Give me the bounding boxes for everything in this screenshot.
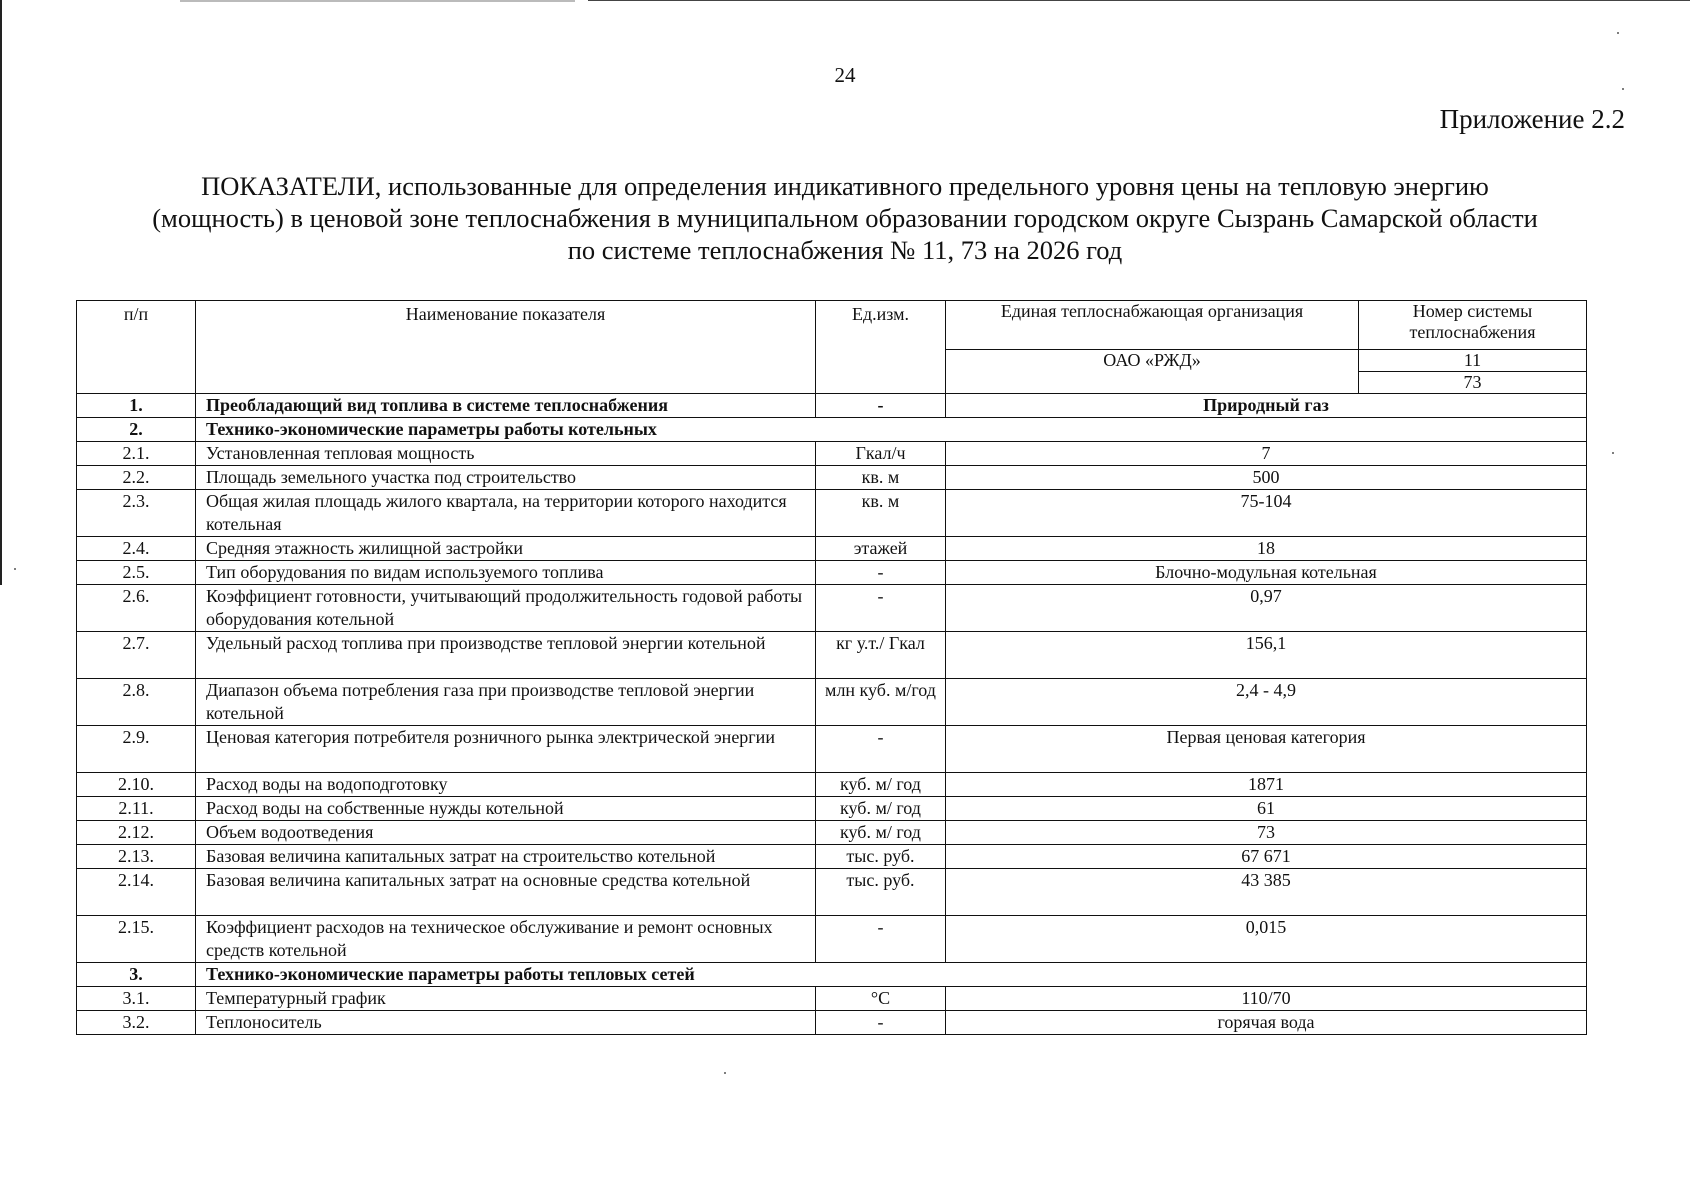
row-name: Диапазон объема потребления газа при производстве тепловой энергии котельной bbox=[196, 679, 816, 726]
row-value: 0,015 bbox=[946, 916, 1587, 963]
row-name: Площадь земельного участка под строительство bbox=[196, 466, 816, 490]
table-row bbox=[77, 773, 1587, 797]
table-row bbox=[77, 726, 1587, 773]
table-row bbox=[77, 561, 1587, 585]
row-name: Технико-экономические параметры работы тепловых сетей bbox=[196, 963, 1587, 987]
row-name: Объем водоотведения bbox=[196, 821, 816, 845]
table-row bbox=[77, 679, 1587, 726]
row-name: Технико-экономические параметры работы котельных bbox=[196, 418, 1587, 442]
table-row bbox=[77, 537, 1587, 561]
scan-artifact-top bbox=[180, 0, 575, 2]
row-name: Общая жилая площадь жилого квартала, на территории которого находится котельная bbox=[196, 490, 816, 537]
row-num: 2.15. bbox=[77, 916, 196, 963]
scan-speck bbox=[724, 1072, 726, 1074]
header-name: Наименование показателя bbox=[196, 301, 816, 394]
row-value: 43 385 bbox=[946, 869, 1587, 916]
header-org: Единая теплоснабжающая организация bbox=[946, 301, 1359, 350]
row-value: 500 bbox=[946, 466, 1587, 490]
scan-speck bbox=[14, 568, 16, 570]
row-num: 2.5. bbox=[77, 561, 196, 585]
row-name: Преобладающий вид топлива в системе теплоснабжения bbox=[196, 394, 816, 418]
row-unit: млн куб. м/год bbox=[816, 679, 946, 726]
row-num: 3.1. bbox=[77, 987, 196, 1011]
org-name: ОАО «РЖД» bbox=[946, 350, 1359, 394]
row-name: Удельный расход топлива при производстве тепловой энергии котельной bbox=[196, 632, 816, 679]
row-value: 18 bbox=[946, 537, 1587, 561]
title-line: по системе теплоснабжения № 11, 73 на 2026 год bbox=[567, 235, 1123, 265]
table-row bbox=[77, 869, 1587, 916]
row-name: Ценовая категория потребителя розничного рынка электрической энергии bbox=[196, 726, 816, 773]
row-unit: - bbox=[816, 394, 946, 418]
row-name: Температурный график bbox=[196, 987, 816, 1011]
scan-rule-top bbox=[588, 0, 1690, 1]
row-unit: - bbox=[816, 561, 946, 585]
table-row bbox=[77, 821, 1587, 845]
row-unit: тыс. руб. bbox=[816, 869, 946, 916]
row-unit: °С bbox=[816, 987, 946, 1011]
table-row bbox=[77, 1011, 1587, 1035]
title-line: ПОКАЗАТЕЛИ, использованные для определения индикативного предельного уровня цены на тепловую энергию bbox=[201, 171, 1489, 201]
row-name: Средняя этажность жилищной застройки bbox=[196, 537, 816, 561]
row-value: 67 671 bbox=[946, 845, 1587, 869]
row-num: 1. bbox=[77, 394, 196, 418]
row-num: 2.1. bbox=[77, 442, 196, 466]
table-row bbox=[77, 987, 1587, 1011]
row-num: 2.4. bbox=[77, 537, 196, 561]
row-num: 2.6. bbox=[77, 585, 196, 632]
row-num: 2. bbox=[77, 418, 196, 442]
appendix-label: Приложение 2.2 bbox=[1439, 104, 1625, 134]
table-row bbox=[77, 466, 1587, 490]
row-num: 2.10. bbox=[77, 773, 196, 797]
table-row bbox=[77, 797, 1587, 821]
row-value: 1871 bbox=[946, 773, 1587, 797]
row-num: 2.8. bbox=[77, 679, 196, 726]
row-unit: - bbox=[816, 916, 946, 963]
row-name: Коэффициент готовности, учитывающий продолжительность годовой работы оборудования котельной bbox=[196, 585, 816, 632]
header-system: Номер системы теплоснабжения bbox=[1359, 301, 1587, 350]
table-row bbox=[77, 490, 1587, 537]
row-value: 7 bbox=[946, 442, 1587, 466]
row-value: 75-104 bbox=[946, 490, 1587, 537]
indicators-table bbox=[76, 300, 1587, 1035]
header-unit: Ед.изм. bbox=[816, 301, 946, 394]
row-value: 61 bbox=[946, 797, 1587, 821]
system-number: 73 bbox=[1359, 372, 1587, 394]
row-num: 2.9. bbox=[77, 726, 196, 773]
header-num: п/п bbox=[77, 301, 196, 394]
row-name: Базовая величина капитальных затрат на основные средства котельной bbox=[196, 869, 816, 916]
row-unit: кг у.т./ Гкал bbox=[816, 632, 946, 679]
row-value: 73 bbox=[946, 821, 1587, 845]
row-unit: тыс. руб. bbox=[816, 845, 946, 869]
row-num: 2.7. bbox=[77, 632, 196, 679]
row-num: 2.13. bbox=[77, 845, 196, 869]
row-num: 3.2. bbox=[77, 1011, 196, 1035]
system-number: 11 bbox=[1359, 350, 1587, 372]
row-unit: - bbox=[816, 726, 946, 773]
row-unit: куб. м/ год bbox=[816, 773, 946, 797]
table-row bbox=[77, 585, 1587, 632]
page-number: 24 bbox=[834, 63, 856, 87]
row-num: 2.3. bbox=[77, 490, 196, 537]
table-row bbox=[77, 632, 1587, 679]
scan-speck bbox=[1612, 452, 1614, 454]
scan-speck bbox=[1622, 88, 1624, 90]
row-name: Тип оборудования по видам используемого топлива bbox=[196, 561, 816, 585]
title-line: (мощность) в ценовой зоне теплоснабжения в муниципальном образовании городском округе Сызрань Самарской области bbox=[152, 203, 1538, 233]
row-name: Базовая величина капитальных затрат на строительство котельной bbox=[196, 845, 816, 869]
row-name: Расход воды на собственные нужды котельной bbox=[196, 797, 816, 821]
table-header-row bbox=[77, 301, 1587, 350]
table-row bbox=[77, 845, 1587, 869]
row-value: Природный газ bbox=[946, 394, 1587, 418]
row-unit: - bbox=[816, 585, 946, 632]
row-value: 156,1 bbox=[946, 632, 1587, 679]
scan-speck bbox=[1617, 32, 1619, 34]
row-num: 2.12. bbox=[77, 821, 196, 845]
row-unit: Гкал/ч bbox=[816, 442, 946, 466]
row-value: горячая вода bbox=[946, 1011, 1587, 1035]
row-name: Установленная тепловая мощность bbox=[196, 442, 816, 466]
row-unit: этажей bbox=[816, 537, 946, 561]
row-num: 2.11. bbox=[77, 797, 196, 821]
document-title bbox=[40, 170, 1650, 266]
row-num: 3. bbox=[77, 963, 196, 987]
table-row bbox=[77, 963, 1587, 987]
row-num: 2.14. bbox=[77, 869, 196, 916]
table-row bbox=[77, 418, 1587, 442]
row-value: 2,4 - 4,9 bbox=[946, 679, 1587, 726]
row-unit: кв. м bbox=[816, 490, 946, 537]
row-name: Коэффициент расходов на техническое обслуживание и ремонт основных средств котельной bbox=[196, 916, 816, 963]
row-value: 0,97 bbox=[946, 585, 1587, 632]
table-row bbox=[77, 916, 1587, 963]
row-name: Расход воды на водоподготовку bbox=[196, 773, 816, 797]
row-value: Первая ценовая категория bbox=[946, 726, 1587, 773]
row-unit: - bbox=[816, 1011, 946, 1035]
row-num: 2.2. bbox=[77, 466, 196, 490]
row-value: Блочно-модульная котельная bbox=[946, 561, 1587, 585]
table-row bbox=[77, 442, 1587, 466]
row-name: Теплоноситель bbox=[196, 1011, 816, 1035]
table-row bbox=[77, 394, 1587, 418]
row-unit: куб. м/ год bbox=[816, 797, 946, 821]
row-unit: куб. м/ год bbox=[816, 821, 946, 845]
row-unit: кв. м bbox=[816, 466, 946, 490]
row-value: 110/70 bbox=[946, 987, 1587, 1011]
